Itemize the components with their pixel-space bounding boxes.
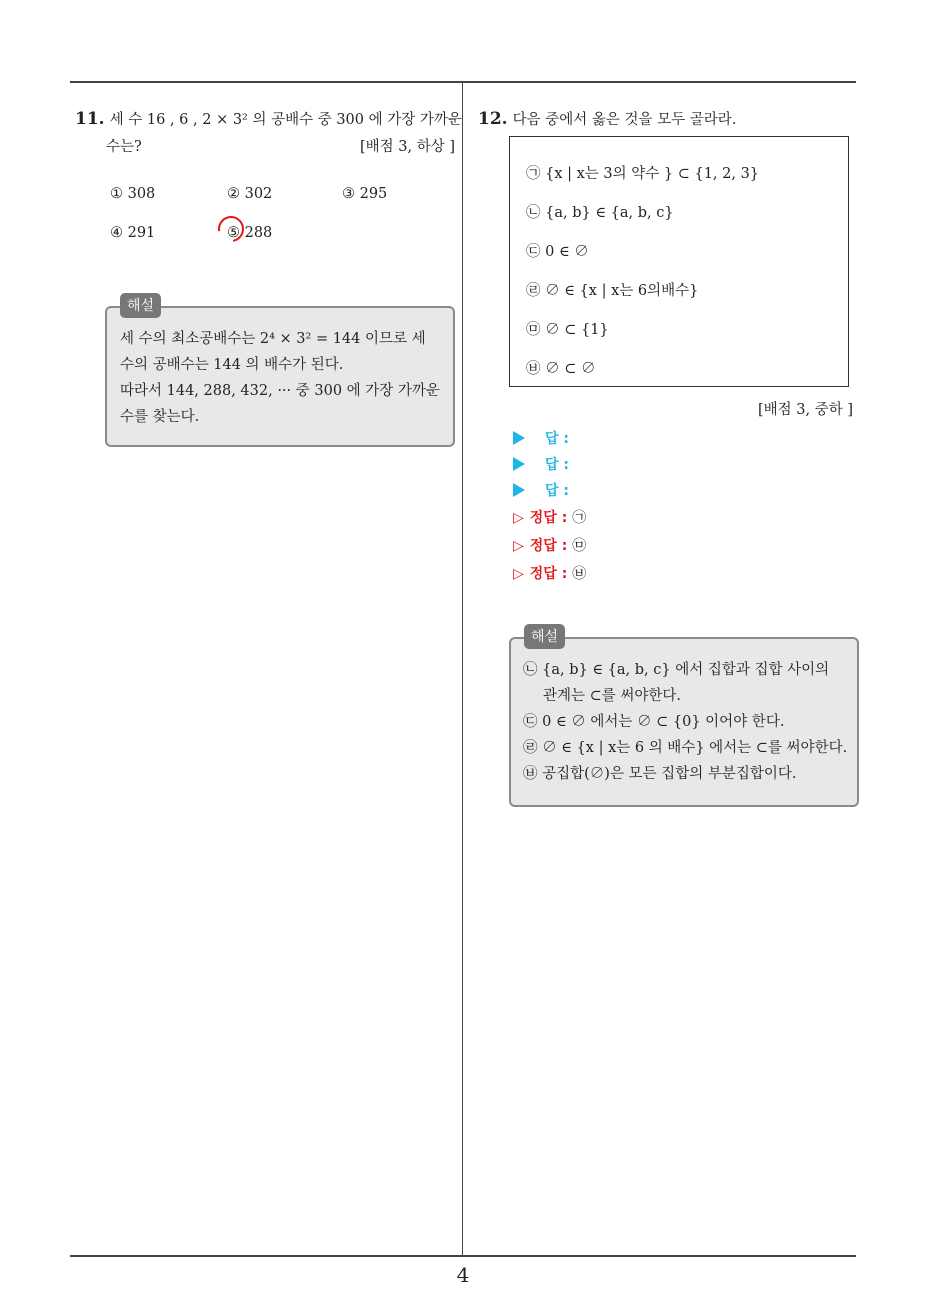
bottom-rule <box>70 1255 856 1257</box>
correct-answer-row-1 <box>513 507 586 527</box>
solution-11-line-2: 수의 공배수는 144 의 배수가 된다. <box>120 357 344 373</box>
answer-mark-circle-icon <box>213 211 249 247</box>
solution-12-line-2: 관계는 ⊂를 써야한다. <box>543 688 682 704</box>
question-11-points: [배점 3, 하상 ] <box>359 139 455 155</box>
question-11-solution-box <box>105 306 455 447</box>
column-divider <box>462 83 463 1255</box>
correct-answer-2: ㉤ <box>572 538 587 554</box>
top-rule <box>70 81 856 83</box>
correct-answer-3: ㉥ <box>572 566 587 582</box>
choice-1[interactable]: ① 308 <box>110 186 156 202</box>
statement-4: ㉣ ∅ ∈ {x | x는 6의배수} <box>526 283 699 299</box>
choice-4[interactable]: ④ 291 <box>110 225 156 241</box>
answer-row-1[interactable] <box>513 428 569 448</box>
statement-2: ㉡ {a, b} ∈ {a, b, c} <box>526 205 674 221</box>
question-11 <box>75 108 462 156</box>
solution-12-line-4: ㉣ ∅ ∈ {x | x는 6 의 배수} 에서는 ⊂를 써야한다. <box>523 740 848 756</box>
question-12-statements-box <box>509 136 849 387</box>
outline-triangle-icon: ▷ <box>513 538 524 554</box>
correct-answer-1: ㉠ <box>572 510 587 526</box>
question-12-text: 다음 중에서 옳은 것을 모두 골라라. <box>512 112 737 128</box>
correct-label: 정답 : <box>529 566 568 582</box>
solution-11-line-4: 수를 찾는다. <box>120 409 200 425</box>
correct-answer-row-3 <box>513 563 586 583</box>
solution-11-tag: 해설 <box>120 293 161 318</box>
page-number: 4 <box>456 1263 470 1287</box>
solution-12-line-3: ㉢ 0 ∈ ∅ 에서는 ∅ ⊂ {0} 이어야 한다. <box>523 714 785 730</box>
outline-triangle-icon: ▷ <box>513 510 524 526</box>
solution-12-line-5: ㉥ 공집합(∅)은 모든 집합의 부분집합이다. <box>523 766 797 782</box>
play-triangle-icon <box>513 431 525 445</box>
answer-row-2[interactable] <box>513 454 569 474</box>
answer-row-3[interactable] <box>513 480 569 500</box>
answer-label: 답 : <box>545 483 569 499</box>
question-12-points: [배점 3, 중하 ] <box>758 402 854 418</box>
correct-label: 정답 : <box>529 538 568 554</box>
correct-label: 정답 : <box>529 510 568 526</box>
solution-12-tag: 해설 <box>524 624 565 649</box>
statement-1: ㉠ {x | x는 3의 약수 } ⊂ {1, 2, 3} <box>526 166 760 182</box>
statement-6: ㉥ ∅ ⊂ ∅ <box>526 361 596 377</box>
correct-answer-row-2 <box>513 535 586 555</box>
question-12-number: 12. <box>478 109 508 129</box>
solution-12-line-1: ㉡ {a, b} ∈ {a, b, c} 에서 집합과 집합 사이의 <box>523 662 830 678</box>
play-triangle-icon <box>513 483 525 497</box>
question-11-text-cont: 수는? <box>106 139 142 155</box>
answer-label: 답 : <box>545 431 569 447</box>
choice-3[interactable]: ③ 295 <box>342 186 388 202</box>
choice-5[interactable]: ⑤ 288 <box>227 225 273 241</box>
question-11-number: 11. <box>75 109 105 129</box>
question-12 <box>478 108 858 129</box>
question-12-solution-box <box>509 637 859 807</box>
outline-triangle-icon: ▷ <box>513 566 524 582</box>
choice-2[interactable]: ② 302 <box>227 186 273 202</box>
answer-label: 답 : <box>545 457 569 473</box>
question-11-text: 세 수 16 , 6 , 2 × 3² 의 공배수 중 300 에 가장 가까운 <box>109 112 462 128</box>
statement-5: ㉤ ∅ ⊂ {1} <box>526 322 609 338</box>
statement-3: ㉢ 0 ∈ ∅ <box>526 244 589 260</box>
solution-11-line-3: 따라서 144, 288, 432, ··· 중 300 에 가장 가까운 <box>120 383 440 399</box>
solution-11-line-1: 세 수의 최소공배수는 2⁴ × 3² = 144 이므로 세 <box>120 331 426 347</box>
play-triangle-icon <box>513 457 525 471</box>
